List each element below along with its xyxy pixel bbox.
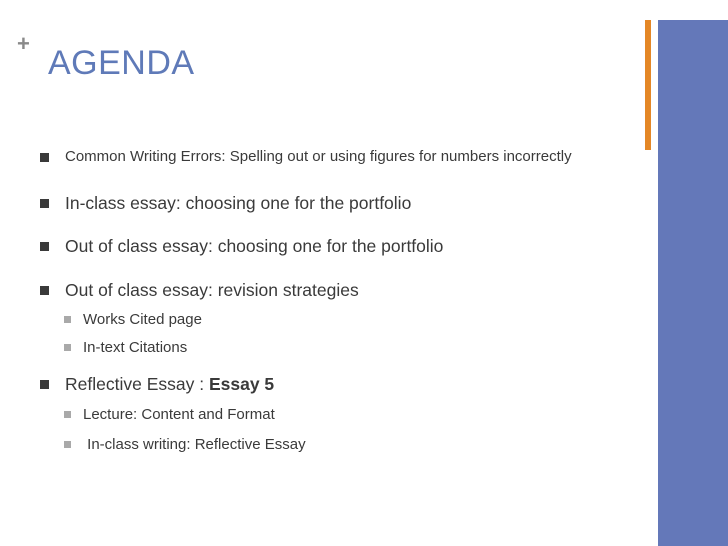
agenda-item-label: Reflective Essay :: [65, 374, 209, 394]
accent-bar-orange: [645, 20, 651, 150]
agenda-item-text: Out of class essay: revision strategies: [65, 280, 359, 300]
square-bullet-icon: [64, 316, 71, 323]
square-bullet-icon: [64, 344, 71, 351]
square-bullet-icon: [40, 286, 49, 295]
square-bullet-icon: [64, 411, 71, 418]
square-bullet-icon: [40, 153, 49, 162]
slide-title: AGENDA: [48, 44, 195, 82]
agenda-subitem-text: In-text Citations: [83, 339, 188, 356]
square-bullet-icon: [40, 199, 49, 208]
square-bullet-icon: [64, 441, 71, 448]
agenda-subitem-text: In-class writing: Reflective Essay: [83, 436, 306, 453]
agenda-item-text: In-class essay: choosing one for the portfolio: [65, 193, 412, 213]
square-bullet-icon: [40, 380, 49, 389]
square-bullet-icon: [40, 242, 49, 251]
agenda-item-text: Common Writing Errors: Spelling out or using figures for numbers incorrectly: [65, 148, 572, 165]
essay-number-label: Essay 5: [208, 374, 275, 394]
accent-bar-blue: [658, 20, 728, 546]
plus-icon: +: [17, 31, 30, 56]
agenda-subitem-text: Works Cited page: [83, 311, 202, 328]
agenda-subitem-text: Lecture: Content and Format: [83, 406, 275, 423]
agenda-item-text: Out of class essay: choosing one for the portfolio: [65, 236, 444, 256]
agenda-item-text: [65, 374, 274, 395]
